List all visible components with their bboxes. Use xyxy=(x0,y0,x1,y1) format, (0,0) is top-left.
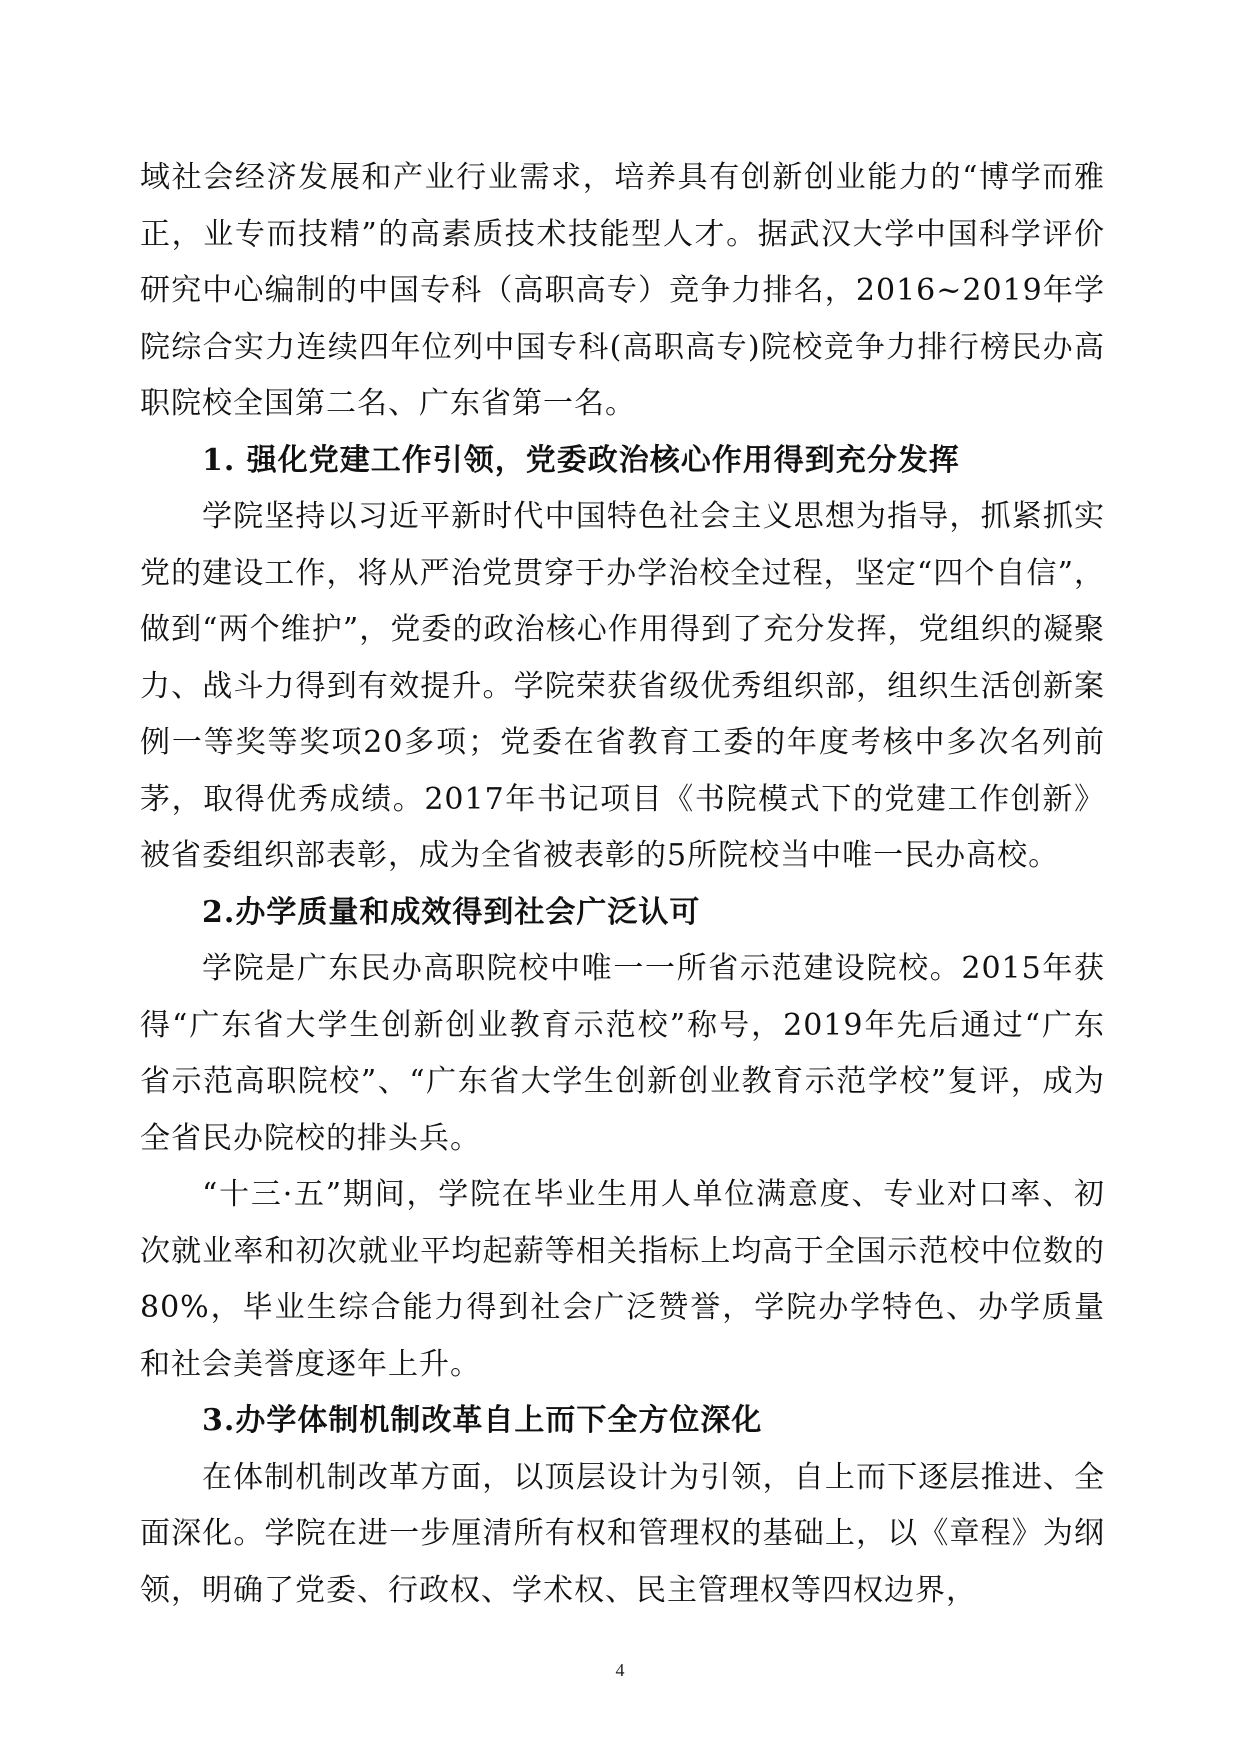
section-heading-1: 1. 强化党建工作引领，党委政治核心作用得到充分发挥 xyxy=(202,442,960,478)
page-number: 4 xyxy=(615,1660,625,1680)
paragraph-party-building: 学院坚持以习近平新时代中国特色社会主义思想为指导，抓紧抓实党的建设工作，将从严治党贯穿于办学治校全过程，坚定“四个自信”，做到“两个维护”，党委的政治核心作用得到了充分发挥，党组织的凝聚力、战斗力得到有效提升。学院荣获省级优秀组织部，组织生活创新案例一等奖等奖项20多项；党委在省教育工委的年度考核中多次名列前茅，取得优秀成绩。2017年书记项目《书院模式下的党建工作创新》被省委组织部表彰，成为全省被表彰的5所院校当中唯一民办高校。 xyxy=(140,499,1105,873)
paragraph-demonstration-school: 学院是广东民办高职院校中唯一一所省示范建设院校。2015年获得“广东省大学生创新创业教育示范校”称号，2019年先后通过“广东省示范高职院校”、“广东省大学生创新创业教育示范学校”复评，成为全省民办院校的排头兵。 xyxy=(140,951,1105,1156)
paragraph-five-year-plan: “十三·五”期间，学院在毕业生用人单位满意度、专业对口率、初次就业率和初次就业平均起薪等相关指标上均高于全国示范校中位数的80%，毕业生综合能力得到社会广泛赞誉，学院办学特色、办学质量和社会美誉度逐年上升。 xyxy=(140,1177,1105,1382)
document-page xyxy=(140,150,1105,1619)
section-heading-2: 2.办学质量和成效得到社会广泛认可 xyxy=(202,894,701,930)
paragraph-reform: 在体制机制改革方面，以顶层设计为引领，自上而下逐层推进、全面深化。学院在进一步厘清所有权和管理权的基础上，以《章程》为纲领，明确了党委、行政权、学术权、民主管理权等四权边界， xyxy=(140,1459,1105,1608)
section-heading-3: 3.办学体制机制改革自上而下全方位深化 xyxy=(202,1403,763,1438)
paragraph-intro: 域社会经济发展和产业行业需求，培养具有创新创业能力的“博学而雅正，业专而技精”的高素质技术技能型人才。据武汉大学中国科学评价研究中心编制的中国专科（高职高专）竞争力排名，2016~2019年学院综合实力连续四年位列中国专科(高职高专)院校竞争力排行榜民办高职院校全国第二名、广东省第一名。 xyxy=(140,160,1105,421)
